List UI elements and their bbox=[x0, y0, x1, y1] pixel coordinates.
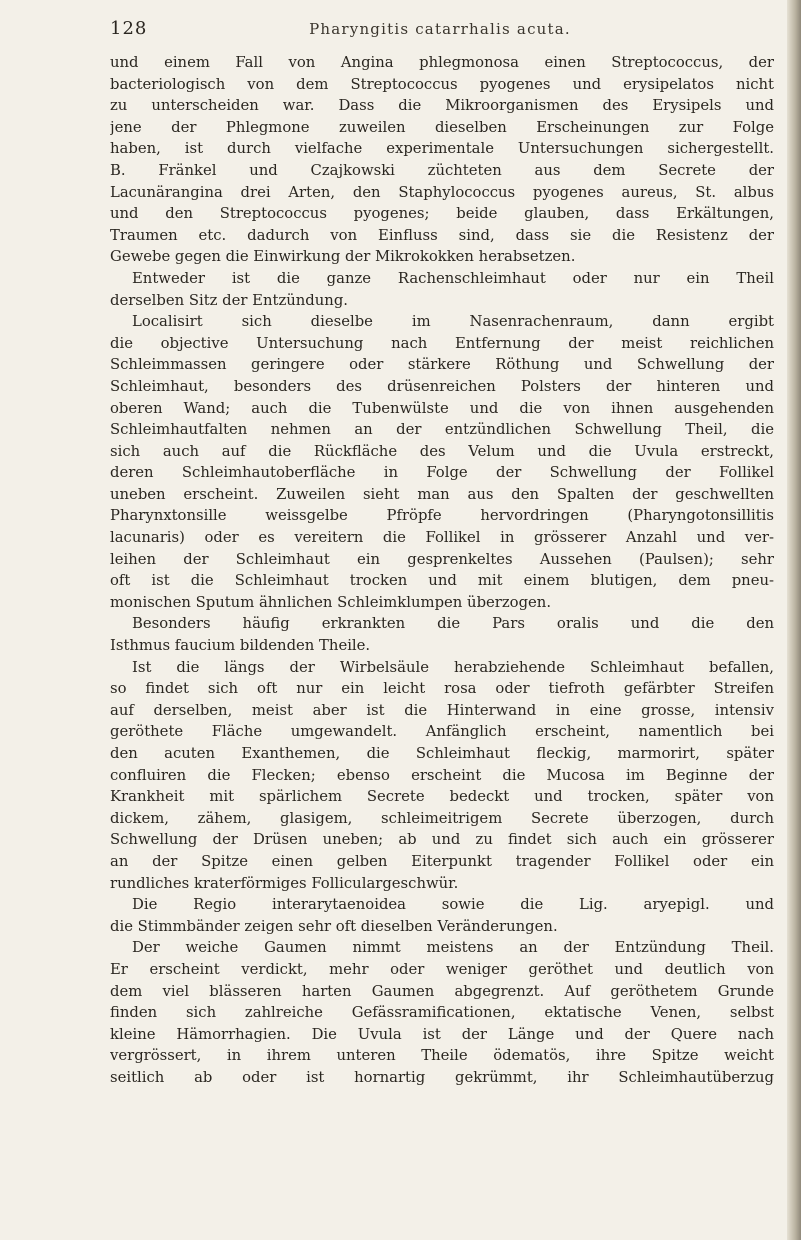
text-line: haben, ist durch vielfache experimentale Untersuchungen sichergestellt. bbox=[110, 140, 774, 158]
text-line: sich auch auf die Rückfläche des Velum und die Uvula erstreckt, bbox=[110, 442, 774, 460]
text-line: und einem Fall von Angina phlegmonosa einen Streptococcus, der bbox=[110, 54, 774, 71]
text-line: deren Schleimhautoberfläche in Folge der Schwellung der Follikel bbox=[110, 464, 774, 482]
text-line: Entweder ist die ganze Rachenschleimhaut oder nur ein Theil bbox=[132, 269, 774, 287]
text-line: Ist die längs der Wirbelsäule herabziehende Schleimhaut befallen, bbox=[132, 658, 774, 676]
text-line: Schleimmassen geringere oder stärkere Röthung und Schwellung der bbox=[110, 356, 774, 374]
text-line: Die Regio interarytaenoidea sowie die Lig. aryepigl. und bbox=[132, 896, 774, 914]
text-line: uneben erscheint. Zuweilen sieht man aus den Spalten der geschwellten bbox=[110, 485, 774, 503]
text-line: die Stimmbänder zeigen sehr oft dieselben Veränderungen. bbox=[110, 917, 558, 935]
text-line: Besonders häufig erkrankten die Pars oralis und die den bbox=[132, 615, 774, 633]
page-header bbox=[110, 18, 770, 48]
text-line: an der Spitze einen gelben Eiterpunkt tragender Follikel oder ein bbox=[110, 852, 774, 870]
page-edge bbox=[787, 0, 801, 1240]
running-title: Pharyngitis catarrhalis acuta. bbox=[309, 20, 571, 38]
text-line: die objective Untersuchung nach Entfernung der meist reichlichen bbox=[110, 334, 774, 352]
text-line: kleine Hämorrhagien. Die Uvula ist der Länge und der Quere nach bbox=[110, 1025, 774, 1043]
text-line: confluiren die Flecken; ebenso erscheint die Mucosa im Beginne der bbox=[110, 766, 774, 784]
text-line: geröthete Fläche umgewandelt. Anfänglich erscheint, namentlich bei bbox=[110, 723, 774, 741]
text-line: zu unterscheiden war. Dass die Mikroorganismen des Erysipels und bbox=[110, 97, 774, 115]
text-line: und den Streptococcus pyogenes; beide glauben, dass Erkältungen, bbox=[110, 205, 774, 223]
text-line: Krankheit mit spärlichem Secrete bedeckt und trocken, später von bbox=[110, 788, 774, 806]
text-line: finden sich zahlreiche Gefässramificationen, ektatische Venen, selbst bbox=[110, 1004, 774, 1022]
text-line: jene der Phlegmone zuweilen dieselben Erscheinungen zur Folge bbox=[110, 118, 774, 136]
text-line: Schleimhautfalten nehmen an der entzündlichen Schwellung Theil, die bbox=[110, 421, 774, 439]
text-line: B. Fränkel und Czajkowski züchteten aus dem Secrete der bbox=[110, 161, 774, 179]
text-line: lacunaris) oder es vereitern die Follikel in grösserer Anzahl und ver- bbox=[110, 529, 774, 547]
text-line: derselben Sitz der Entzündung. bbox=[110, 291, 349, 309]
text-line: monischen Sputum ähnlichen Schleimklumpen überzogen. bbox=[110, 593, 552, 611]
text-line: auf derselben, meist aber ist die Hinterwand in eine grosse, intensiv bbox=[110, 701, 774, 719]
text-line: oberen Wand; auch die Tubenwülste und die von ihnen ausgehenden bbox=[110, 399, 774, 417]
text-line: rundliches kraterförmiges Folliculargeschwür. bbox=[110, 874, 459, 892]
text-line: so findet sich oft nur ein leicht rosa oder tiefroth gefärbter Streifen bbox=[110, 680, 774, 698]
text-line: oft ist die Schleimhaut trocken und mit einem blutigen, dem pneu- bbox=[110, 572, 774, 590]
text-line: Er erscheint verdickt, mehr oder weniger geröthet und deutlich von bbox=[110, 960, 774, 978]
text-line: Schleimhaut, besonders des drüsenreichen Polsters der hinteren und bbox=[110, 377, 774, 395]
body-text bbox=[110, 52, 774, 1089]
text-line: Der weiche Gaumen nimmt meistens an der Entzündung Theil. bbox=[132, 939, 774, 957]
text-line: Traumen etc. dadurch von Einfluss sind, dass sie die Resistenz der bbox=[110, 226, 774, 244]
text-line: Gewebe gegen die Einwirkung der Mikrokokken herabsetzen. bbox=[110, 248, 576, 266]
text-line: dem viel blässeren harten Gaumen abgegrenzt. Auf geröthetem Grunde bbox=[110, 982, 774, 1000]
text-line: Isthmus faucium bildenden Theile. bbox=[110, 637, 371, 655]
text-line: leihen der Schleimhaut ein gesprenkeltes Aussehen (Paulsen); sehr bbox=[110, 550, 774, 568]
text-line: bacteriologisch von dem Streptococcus pyogenes und erysipelatos nicht bbox=[110, 75, 774, 93]
text-line: seitlich ab oder ist hornartig gekrümmt, ihr Schleimhautüberzug bbox=[110, 1068, 774, 1086]
text-line: vergrössert, in ihrem unteren Theile ödematös, ihre Spitze weicht bbox=[110, 1047, 774, 1065]
text-line: den acuten Exanthemen, die Schleimhaut fleckig, marmorirt, später bbox=[110, 745, 774, 762]
page-number: 128 bbox=[110, 18, 148, 39]
text-line: dickem, zähem, glasigem, schleimeitrigem Secrete überzogen, durch bbox=[110, 809, 774, 827]
text-line: Schwellung der Drüsen uneben; ab und zu findet sich auch ein grösserer bbox=[110, 831, 774, 849]
text-line: Localisirt sich dieselbe im Nasenrachenraum, dann ergibt bbox=[132, 313, 774, 331]
text-line: Lacunärangina drei Arten, den Staphylococcus pyogenes aureus, St. albus bbox=[110, 183, 774, 201]
text-line: Pharynxtonsille weissgelbe Pfröpfe hervordringen (Pharyngotonsillitis bbox=[110, 507, 774, 525]
